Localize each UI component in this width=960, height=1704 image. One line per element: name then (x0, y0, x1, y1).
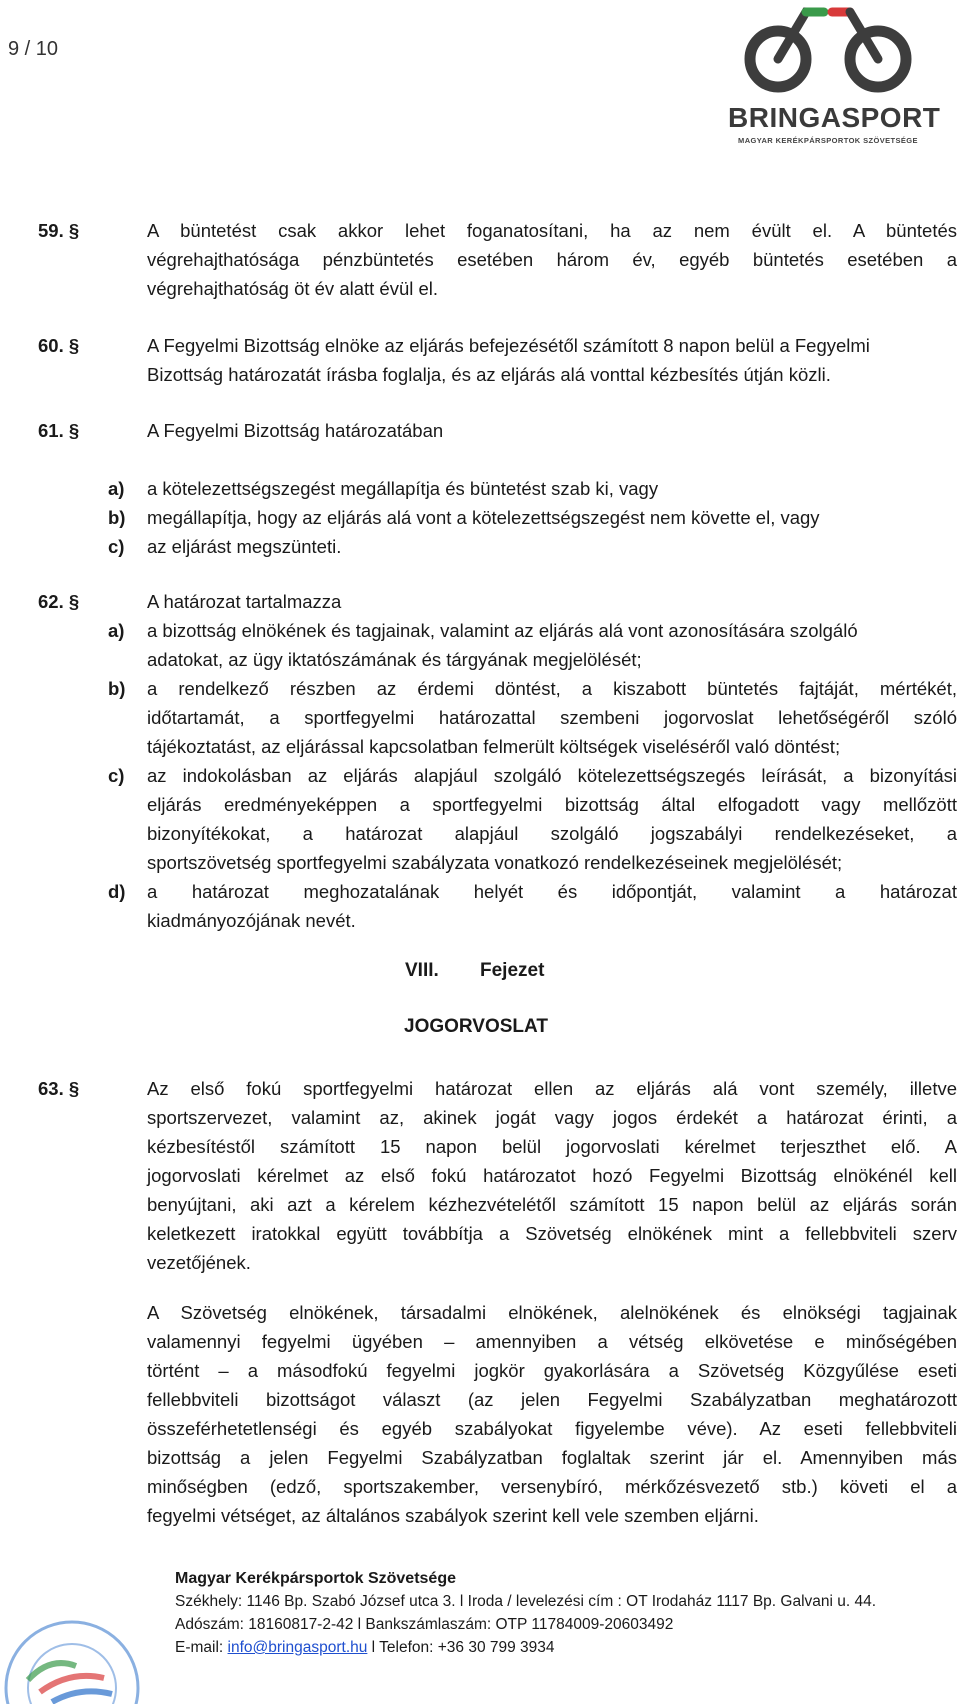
text-line: jogorvoslati kérelmet az első fokú határozatot hozó Fegyelmi Bizottság elnökénél kell (147, 1165, 957, 1186)
footer (175, 1567, 876, 1659)
section-61-intro: A Fegyelmi Bizottság határozatában (147, 420, 444, 441)
email-link[interactable]: info@bringasport.hu (227, 1639, 368, 1656)
text-line: az indokolásban az eljárás alapjául szolgáló kötelezettségszegés leírását, a bizonyítási (147, 765, 957, 786)
item-label: b) (108, 507, 126, 528)
item-label: c) (108, 536, 125, 557)
section-62-intro: A határozat tartalmazza (147, 591, 342, 612)
section-63-paragraph-1 (147, 1074, 957, 1277)
email-label: E-mail: (175, 1639, 228, 1656)
text-line: eljárás eredményeképpen a sportfegyelmi bizottság által elfogadott vagy mellőzött (147, 794, 957, 815)
item-text: az eljárást megszünteti. (147, 536, 342, 557)
bicycle-logo-icon (728, 4, 928, 104)
text-line: Bizottság határozatát írásba foglalja, és az eljárás alá vonttal kézbesítés útján közli. (147, 364, 831, 385)
item-text: megállapítja, hogy az eljárás alá vont a kötelezettségszegést nem követte el, vagy (147, 507, 820, 528)
section-number-59: 59. § (38, 220, 80, 241)
text-line: a rendelkező részben az érdemi döntést, a kiszabott büntetés fajtáját, mértékét, (147, 678, 957, 699)
text-line: adatokat, az ügy iktatószámának és tárgyának megjelölését; (147, 649, 642, 670)
seal-emblem-icon (0, 1596, 158, 1704)
section-63-paragraph-2 (147, 1298, 957, 1530)
section-59-text (147, 216, 957, 303)
item-label: c) (108, 765, 125, 786)
text-line: sportszövetség sportfegyelmi szabályzata vonatkozó rendelkezéseinek megjelölését; (147, 852, 843, 873)
item-label: d) (108, 881, 126, 902)
logo-subtitle: MAGYAR KERÉKPÁRSPORTOK SZÖVETSÉGE (738, 136, 918, 145)
text-line: tájékoztatást, az eljárással kapcsolatban felmerült költségek viseléséről való döntést; (147, 736, 841, 757)
text-line: időtartamát, a sportfegyelmi határozattal szembeni jogorvoslat lehetőségéről szóló (147, 707, 957, 728)
bringasport-logo (728, 4, 941, 154)
item-label: a) (108, 478, 125, 499)
text-line: vezetőjének. (147, 1252, 251, 1273)
text-line: bizonyítékokat, a határozat alapjául szolgáló jogszabályi rendelkezéseket, a (147, 823, 957, 844)
text-line: sportszervezet, valamint az, akinek jogát vagy jogos érdekét a határozat érinti, a (147, 1107, 957, 1128)
footer-contact (175, 1636, 876, 1659)
page-counter: 9 / 10 (8, 38, 59, 60)
text-line: minőségben (edző, sportszakember, versenybíró, mérkőzésvezető stb.) követi el a (147, 1476, 957, 1497)
item-text (147, 761, 957, 877)
item-text (147, 877, 957, 935)
text-line: fegyelmi vétséget, az általános szabályok szerint kell vele szemben eljárni. (147, 1505, 759, 1526)
text-line: történt – a másodfokú fegyelmi jogkör gyakorlására a Szövetség Közgyűlése eseti (147, 1360, 957, 1381)
text-line: végrehajthatóság öt év alatt évül el. (147, 278, 439, 299)
item-label: a) (108, 620, 125, 641)
text-line: bizottság a jelen Fegyelmi Szabályzatban foglaltak szerint jár el. Amennyiben más (147, 1447, 957, 1468)
phone-text: l Telefon: +36 30 799 3934 (367, 1639, 555, 1656)
footer-tax-bank: Adószám: 18160817-2-42 l Bankszámlaszám: OTP 11784009-20603492 (175, 1616, 674, 1633)
federation-seal (0, 1596, 158, 1704)
text-line: összeférhetetlenségi és egyéb szabályokat figyelembe véve). Az eseti fellebbviteli (147, 1418, 957, 1439)
section-number-60: 60. § (38, 335, 80, 356)
text-line: végrehajthatósága pénzbüntetés esetében három év, egyéb büntetés esetében a (147, 249, 957, 270)
chapter-word: Fejezet (480, 960, 545, 981)
chapter-title: JOGORVOSLAT (404, 1016, 548, 1037)
item-text: a kötelezettségszegést megállapítja és büntetést szab ki, vagy (147, 478, 659, 499)
text-line: A Szövetség elnökének, társadalmi elnökének, alelnökének és elnökségi tagjainak (147, 1302, 957, 1323)
text-line: kiadmányozójának nevét. (147, 910, 356, 931)
section-number-61: 61. § (38, 420, 80, 441)
text-line: a határozat meghozatalának helyét és időpontját, valamint a határozat (147, 881, 957, 902)
section-60-text (147, 331, 957, 389)
section-number-62: 62. § (38, 591, 80, 612)
item-text (147, 616, 957, 674)
section-number-63: 63. § (38, 1078, 80, 1099)
text-line: Az első fokú sportfegyelmi határozat ellen az eljárás alá vont személy, illetve (147, 1078, 957, 1099)
text-line: valamennyi fegyelmi ügyében – amennyiben a vétség elkövetése e minőségében (147, 1331, 957, 1352)
text-line: kézbesítéstől számított 15 napon belül jogorvoslati kérelmet terjeszthet elő. A (147, 1136, 957, 1157)
footer-address: Székhely: 1146 Bp. Szabó József utca 3. l Iroda / levelezési cím : OT Irodaház 1117 Bp. Galvani u. 44. (175, 1593, 877, 1610)
item-label: b) (108, 678, 126, 699)
text-line: fellebbviteli bizottságot választ (az jelen Fegyelmi Szabályzatban meghatározott (147, 1389, 957, 1410)
text-line: keletkezett iratokkal együtt továbbítja a Szövetség elnökének mint a fellebbviteli szerv (147, 1223, 957, 1244)
logo-name: BRINGASPORT (728, 102, 941, 133)
item-text (147, 674, 957, 761)
text-line: benyújtani, aki azt a kérelem kézhezvételétől számított 15 napon belül az eljárás során (147, 1194, 957, 1215)
text-line: A Fegyelmi Bizottság elnöke az eljárás befejezésétől számított 8 napon belül a Fegyelmi (147, 335, 870, 356)
text-line: A büntetést csak akkor lehet foganatosítani, ha az nem évült el. A büntetés (147, 220, 957, 241)
text-line: a bizottság elnökének és tagjainak, valamint az eljárás alá vont azonosítására szolgáló (147, 620, 858, 641)
footer-organization: Magyar Kerékpársportok Szövetsége (175, 1570, 456, 1587)
chapter-number: VIII. (405, 960, 439, 981)
